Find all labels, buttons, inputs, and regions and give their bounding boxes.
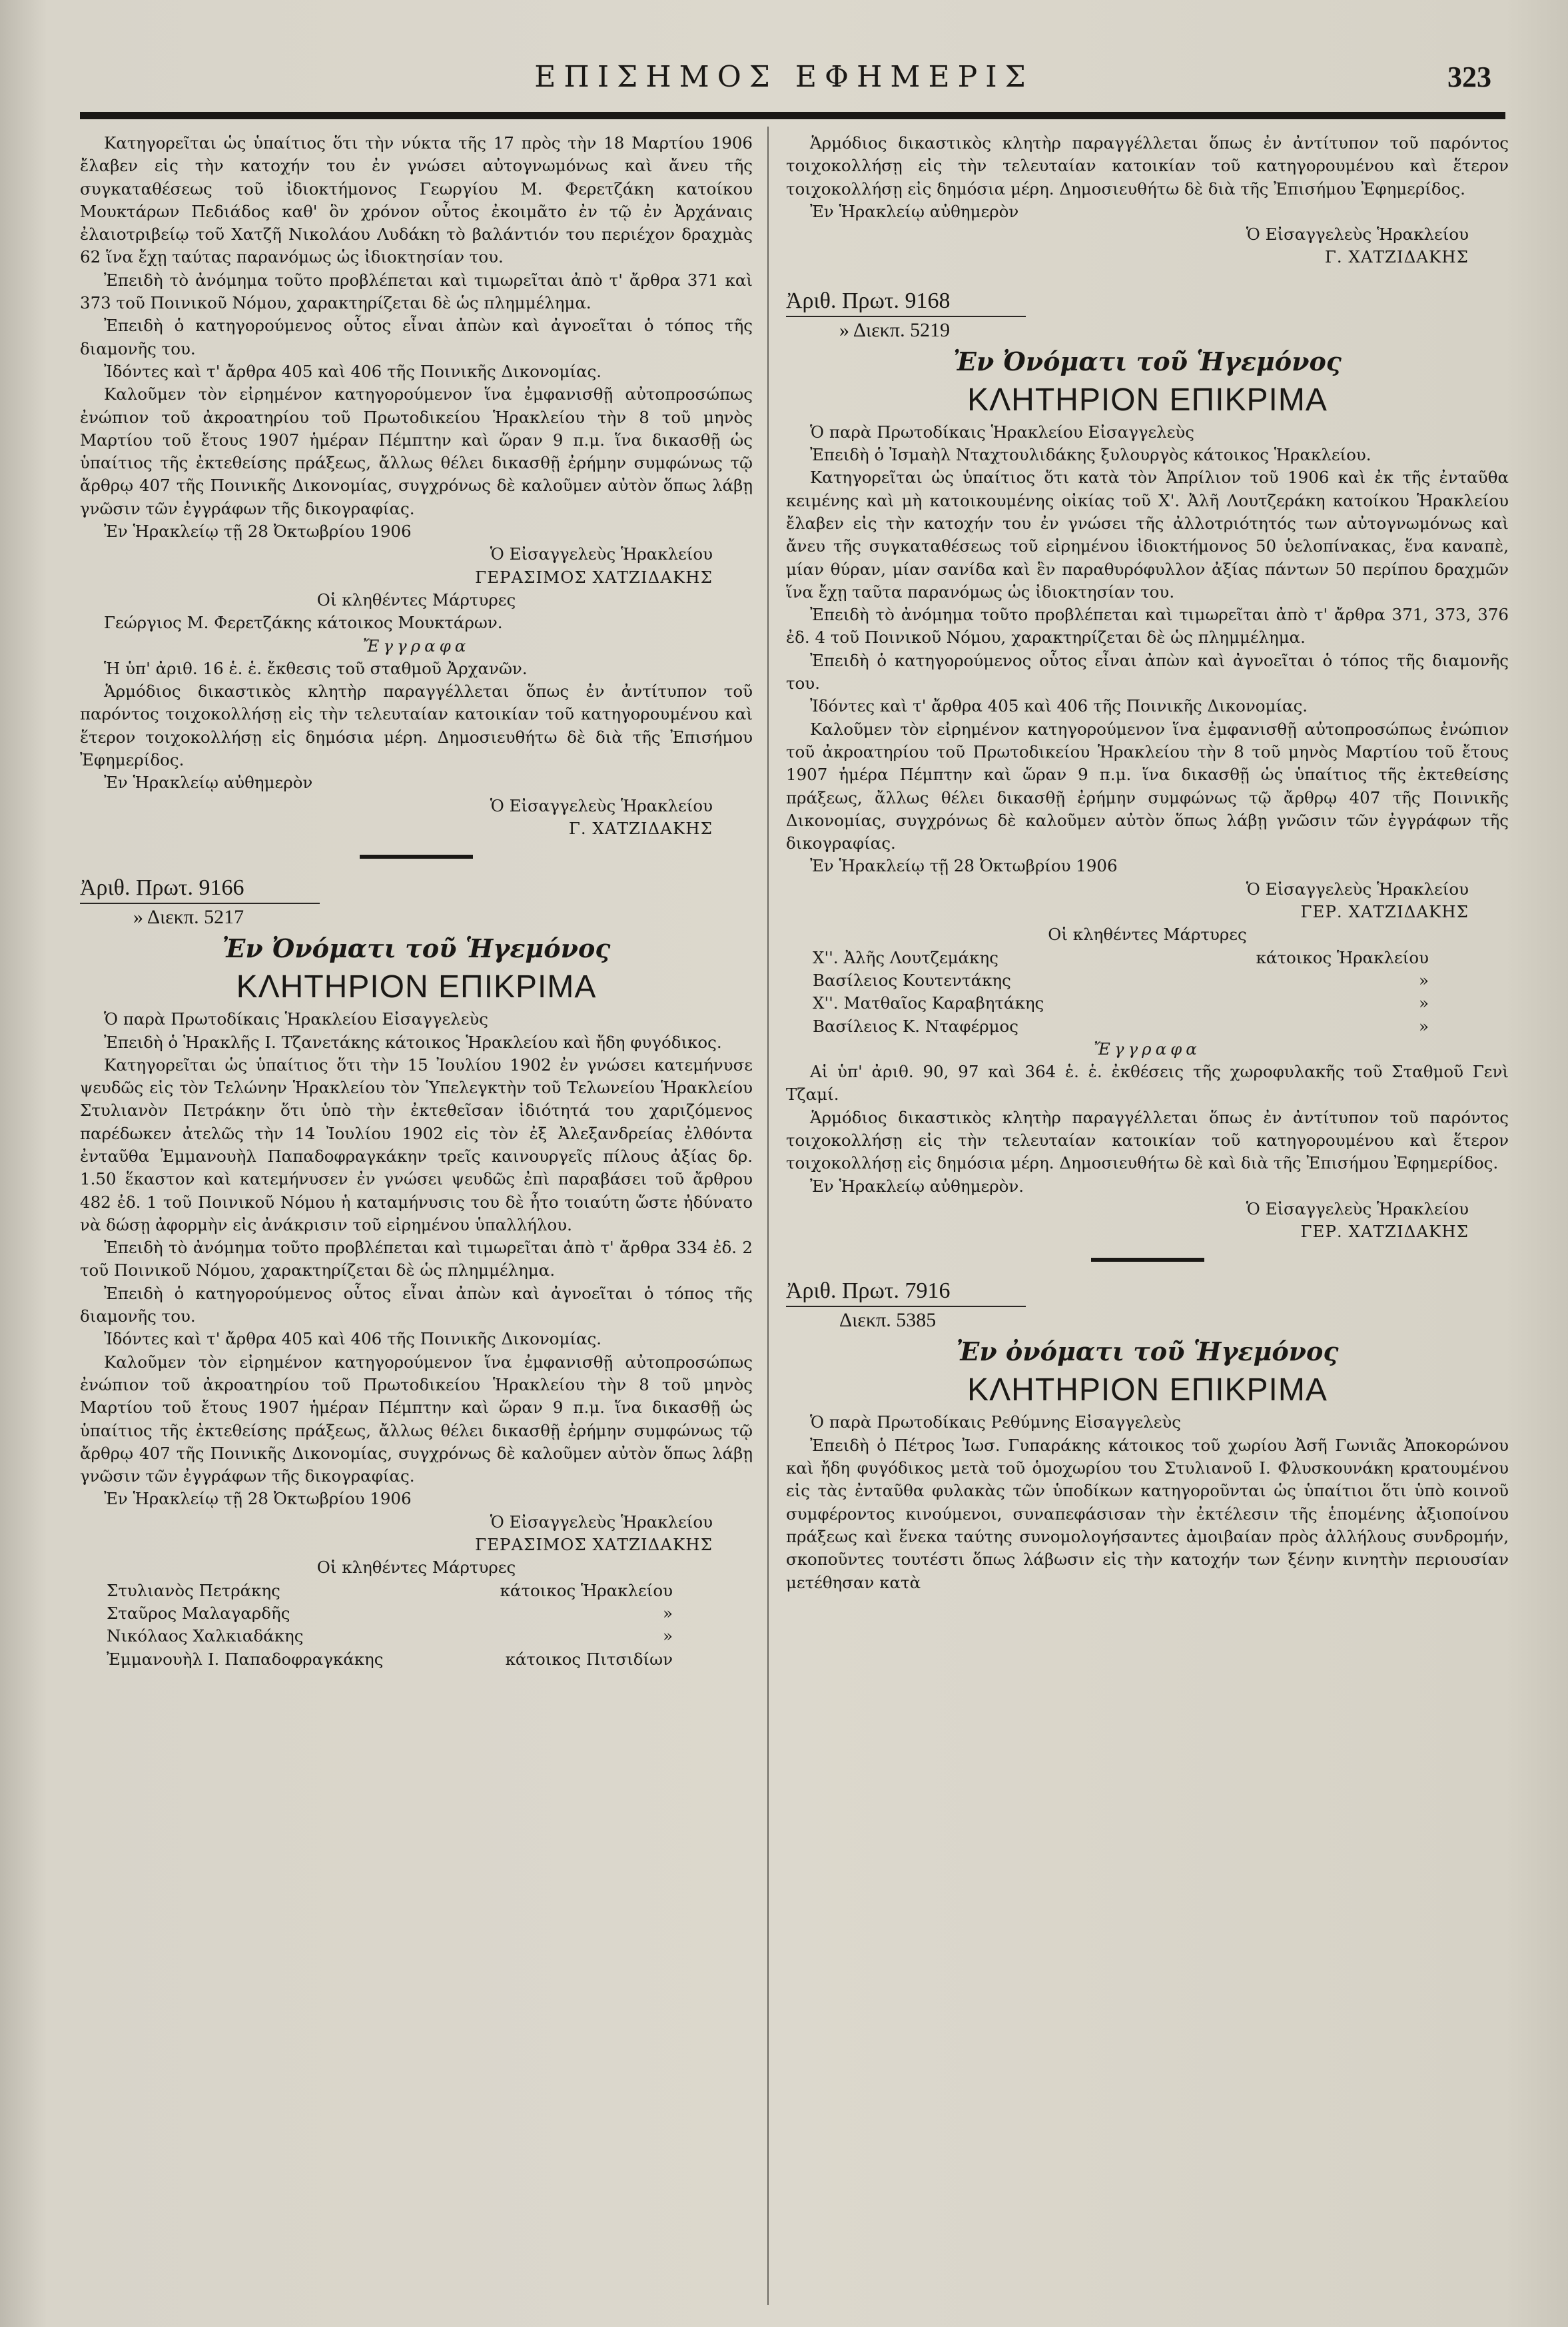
notice-2-paragraph: Καλοῦμεν τὸν εἰρημένον κατηγορούμενον ἵνα ἐμφανισθῇ αὐτοπροσώπως ἐνώπιον τοῦ ἀκροατηρίου τοῦ Πρωτοδικείου Ἡρακλείου τὴν 8 τοῦ μηνὸς Μαρτίου τοῦ ἔτους 1907 ἡμέραν Πέμπτην καὶ ὥραν 9 π.μ. ἵνα δικασθῇ ὡς ὑπαίτιος τῆς ἐκτεθείσης πράξεως, ἄλλως θέλει δικασθῇ ἐρήμην συμφώνως τῷ ἄρθρῳ 407 τῆς Ποινικῆς Δικονομίας, συγχρόνως δὲ καλοῦμεν αὐτὸν ὅπως λάβῃ γνῶσιν τῶν ἐγγράφων τῆς δικογραφίας. [80, 1352, 753, 1486]
notice-1-paragraph: Ἐπειδὴ τὸ ἀνόμημα τοῦτο προβλέπεται καὶ τιμωρεῖται ἀπὸ τ' ἄρθρα 371 καὶ 373 τοῦ Ποινικοῦ Νόμου, χαρακτηρίζεται δὲ ὡς πλημμέλημα. [80, 270, 753, 313]
notice-2-authority: Ὁ παρὰ Πρωτοδίκαις Ἡρακλείου Εἰσαγγελεὺς [104, 1009, 489, 1029]
notice-3-paragraph: Ἰδόντες καὶ τ' ἄρθρα 405 καὶ 406 τῆς Ποινικῆς Δικονομίας. [810, 696, 1308, 716]
witness-row [786, 1015, 1509, 1038]
notice-4 [786, 1276, 1509, 1594]
witness-row [786, 947, 1509, 969]
notice-2 [80, 873, 753, 1671]
notice-3-signer2-title: Ὁ Εἰσαγγελεὺς Ἡρακλείου [1246, 1198, 1469, 1218]
notice-2-paragraph: Ἐπειδὴ τὸ ἀνόμημα τοῦτο προβλέπεται καὶ τιμωρεῖται ἀπὸ τ' ἄρθρα 334 ἐδ. 2 τοῦ Ποινικοῦ Νόμου, χαρακτηρίζεται δὲ ὡς πλημμέλημα. [80, 1238, 753, 1280]
notice-3-date: Ἐν Ἡρακλείῳ τῇ 28 Ὀκτωβρίου 1906 [810, 856, 1118, 876]
witness-name: Νικόλαος Χαλκιαδάκης [107, 1626, 304, 1646]
notice-2-paragraph: Ἰδόντες καὶ τ' ἄρθρα 405 καὶ 406 τῆς Ποινικῆς Δικονομίας. [104, 1329, 602, 1349]
notice-3-title: ΚΛΗΤΗΡΙΟΝ ΕΠΙΚΡΙΜΑ [967, 382, 1328, 418]
witness-name: Χ''. Ἀλῆς Λουτζεμάκης [813, 947, 998, 967]
notice-top-continuation [786, 132, 1509, 269]
notice-1-paragraph: Κατηγορεῖται ὡς ὑπαίτιος ὅτι τὴν νύκτα τῆς 17 πρὸς τὴν 18 Μαρτίου 1906 ἔλαβεν εἰς τὴν κατοχήν του ἐν γνώσει αὐτογνωμόνως καὶ ἄνευ τῆς συγκαταθέσεως τοῦ ἰδιοκτήμονος Γεωργίου Μ. Φερετζάκη κατοίκου Μουκτάρων Πεδιάδος καθ' ὃν χρόνον οὗτος ἐκοιμᾶτο ἐν τῷ ἐν Ἀρχάναις ἐλαιοτριβείῳ τοῦ Χατζῆ Νικολάου Λυδάκη τὸ βαλάντιόν του περιέχον δραχμὰς 62 ἵνα ἔχῃ ταύτας παρανόμως ὡς ἰδιοκτησίαν του. [80, 133, 753, 267]
section-separator [1091, 1258, 1204, 1262]
witness-row [786, 992, 1509, 1015]
section-separator [360, 855, 473, 859]
witness-row [786, 969, 1509, 992]
notice-3-paragraph: Ἐπειδὴ ὁ Ἰσμαὴλ Νταχτουλιδάκης ξυλουργὸς κάτοικος Ἡρακλείου. [810, 445, 1372, 465]
witness-residence: » [663, 1603, 673, 1623]
column-divider [767, 127, 769, 2305]
notice-1-publication: Ἁρμόδιος δικαστικὸς κλητὴρ παραγγέλλεται ὅπως ἐν ἀντίτυπον τοῦ παρόντος τοιχοκολλήσῃ εἰς τὴν τελευταίαν κατοικίαν τοῦ κατηγορουμένου καὶ ἕτερον τοιχοκολλήσῃ εἰς δημόσια μέρη. Δημοσιευθήτω δὲ διὰ τῆς Ἐπισήμου Ἐφημερίδος. [80, 682, 753, 770]
notice-3-paragraph: Κατηγορεῖται ὡς ὑπαίτιος ὅτι κατὰ τὸν Ἀπρίλιον τοῦ 1906 καὶ ἐκ τῆς ἐνταῦθα κειμένης καὶ μὴ κατοικουμένης οἰκίας τοῦ Χ'. Ἀλῆ Λουτζεράκη κατοίκου Ἡρακλείου ἔλαβεν εἰς τὴν κατοχήν του ἐν γνώσει τῆς ἀλλοτριότητός των αὐτογνωμόνως καὶ ἄνευ τῆς συγκαταθέσεως τοῦ εἰρημένου ἰδιοκτήμονος 50 ὑελοπίνακας, ἕνα καναπὲ, μίαν θύραν, μίαν σανίδα καὶ ἓν παραθυρόφυλλον ἀξίας πάντων 50 περίπου δραχμῶν ἵνα ἔχῃ ταῦτα παρανόμως ὡς ἰδιοκτησίαν του. [786, 468, 1509, 602]
notice-3-signer2-name: ΓΕΡ. ΧΑΤΖΙΔΑΚΗΣ [1300, 1222, 1469, 1242]
notice-1-date: Ἐν Ἡρακλείῳ τῇ 28 Ὀκτωβρίου 1906 [104, 522, 412, 542]
notice-3-paragraph: Ἐπειδὴ τὸ ἀνόμημα τοῦτο προβλέπεται καὶ τιμωρεῖται ἀπὸ τ' ἄρθρα 371, 373, 376 ἐδ. 4 τοῦ Ποινικοῦ Νόμου, χαρακτηρίζεται δὲ ὡς πλημμέλημα. [786, 605, 1509, 648]
notice-2-date: Ἐν Ἡρακλείῳ τῇ 28 Ὀκτωβρίου 1906 [104, 1489, 412, 1509]
continuation-signer-title: Ὁ Εἰσαγγελεὺς Ἡρακλείου [1246, 225, 1469, 244]
witness-name: Σταῦρος Μαλαγαρδῆς [107, 1603, 290, 1623]
notice-1-witness: Γεώργιος Μ. Φερετζάκης κάτοικος Μουκτάρων. [104, 613, 503, 633]
continuation-publication: Ἁρμόδιος δικαστικὸς κλητὴρ παραγγέλλεται ὅπως ἐν ἀντίτυπον τοῦ παρόντος τοιχοκολλήσῃ εἰς τὴν τελευταίαν κατοικίαν τοῦ κατηγορουμένου καὶ ἕτερον τοιχοκολλήσῃ εἰς δημόσια μέρη. Δημοσιευθήτω δὲ διὰ τῆς Ἐπισήμου Ἐφημερίδος. [786, 133, 1509, 199]
notice-3-paragraph: Καλοῦμεν τὸν εἰρημένον κατηγορούμενον ἵνα ἐμφανισθῇ αὐτοπροσώπως ἐνώπιον τοῦ ἀκροατηρίου τοῦ Πρωτοδικείου Ἡρακλείου τὴν 8 τοῦ μηνὸς Μαρτίου τοῦ ἔτους 1907 ἡμέρα Πέμπτην καὶ ὥραν 9 π.μ. ἵνα δικασθῇ ὡς ὑπαίτιος τῆς ἐκτεθείσης πράξεως, ἄλλως θέλει δικασθῇ ἐρήμην συμφώνως τῷ ἄρθρῳ 407 τῆς Ποινικῆς Δικονομίας, συγχρόνως δὲ καλοῦμεν αὐτὸν ὅπως λάβῃ γνῶσιν τῶν ἐγγράφων τῆς δικογραφίας. [786, 719, 1509, 853]
witness-residence: κάτοικος Ἡρακλείου [1256, 947, 1429, 967]
witness-residence: » [1419, 1016, 1429, 1036]
page-number: 323 [1447, 61, 1491, 93]
notice-1-witnesses-heading: Οἱ κληθέντες Μάρτυρες [316, 590, 516, 610]
witness-residence: » [1419, 993, 1429, 1013]
notice-4-title: ΚΛΗΤΗΡΙΟΝ ΕΠΙΚΡΙΜΑ [967, 1372, 1328, 1408]
witness-residence: » [663, 1626, 673, 1646]
notice-3-documents-heading: Ἔγγραφα [1094, 1039, 1201, 1059]
notice-4-paragraph: Ἐπειδὴ ὁ Πέτρος Ἰωσ. Γυπαράκης κάτοικος τοῦ χωρίου Ἀσῆ Γωνιᾶς Ἀποκορώνου καὶ ἤδη φυγόδικος μετὰ τοῦ ὁμοχωρίου του Στυλιανοῦ Ι. Φλυσκουνάκη κρατουμένου εἰς τὰς ἐνταῦθα φυλακὰς τῶν ὑποδίκων κατηγοροῦνται ὡς ὑπαίτιοι ὅτι ὑπὸ κοινοῦ συμφέροντος κινούμενοι, συναπεφάσισαν τὴν ἐκτέλεσιν τῆς ἑπομένης ἀξιοποίνου πράξεως καὶ ἕνεκα ταύτης συνομολογήσαντες ἀμοιβαίαν πρὸς ἀλλήλους συνδρομήν, σκοποῦντες τουτέστι ὅπως λάβωσιν εἰς τὴν κατοχήν των ξένην κινητὴν περιουσίαν μετέθησαν κατὰ [786, 1435, 1509, 1592]
witness-name: Χ''. Ματθαῖος Καραβητάκης [813, 993, 1044, 1013]
page-header [0, 60, 1568, 107]
notice-1-signer-title: Ὁ Εἰσαγγελεὺς Ἡρακλείου [490, 544, 713, 564]
notice-3-protocol-number: Ἀριθ. Πρωτ. 9168 [786, 288, 951, 313]
notice-2-witnesses-heading: Οἱ κληθέντες Μάρτυρες [316, 1558, 516, 1578]
witness-residence: κάτοικος Πιτσιδίων [505, 1649, 673, 1669]
notice-1-paragraph: Ἐπειδὴ ὁ κατηγορούμενος οὗτος εἶναι ἀπὼν καὶ ἀγνοεῖται ὁ τόπος τῆς διαμονῆς του. [80, 316, 753, 358]
notice-3-authority: Ὁ παρὰ Πρωτοδίκαις Ἡρακλείου Εἰσαγγελεὺς [810, 422, 1195, 442]
notice-1-paragraph: Καλοῦμεν τὸν εἰρημένον κατηγορούμενον ἵνα ἐμφανισθῇ αὐτοπροσώπως ἐνώπιον τοῦ ἀκροατηρίου τοῦ Πρωτοδικείου Ἡρακλείου τὴν 8 τοῦ μηνὸς Μαρτίου τοῦ ἔτους 1907 ἡμέραν Πέμπτην καὶ ὥραν 9 π.μ. ἵνα δικασθῇ ὡς ὑπαίτιος τῆς ἐκτεθείσης πράξεως, ἄλλως θέλει δικασθῇ ἐρήμην συμφώνως τῷ ἄρθρῳ 407 τῆς Ποινικῆς Δικονομίας, συγχρόνως δὲ καλοῦμεν αὐτὸν ὅπως λάβῃ γνῶσιν τῶν ἐγγράφων τῆς δικογραφίας. [80, 384, 753, 518]
notice-1-signer2-title: Ὁ Εἰσαγγελεὺς Ἡρακλείου [490, 795, 713, 815]
notice-1-paragraph: Ἰδόντες καὶ τ' ἄρθρα 405 καὶ 406 τῆς Ποινικῆς Δικονομίας. [104, 361, 602, 381]
witness-name: Βασίλειος Κουτεντάκης [813, 970, 1011, 990]
notice-1-documents-heading: Ἔγγραφα [362, 636, 470, 656]
witness-row [80, 1648, 753, 1671]
notice-1 [80, 132, 753, 840]
notice-2-dispatch-number: » Διεκπ. 5217 [133, 906, 244, 929]
witness-row [80, 1602, 753, 1625]
notice-4-heading: Ἐν ὀνόματι τοῦ Ἡγεμόνος [956, 1336, 1339, 1367]
continuation-signer-name: Γ. ΧΑΤΖΙΔΑΚΗΣ [1324, 247, 1469, 267]
notice-2-signer-title: Ὁ Εἰσαγγελεὺς Ἡρακλείου [490, 1512, 713, 1532]
header-rule [80, 112, 1505, 119]
notice-3-signer-title: Ὁ Εἰσαγγελεὺς Ἡρακλείου [1246, 879, 1469, 899]
notice-3-place: Ἐν Ἡρακλείῳ αὐθημερὸν. [810, 1176, 1024, 1196]
notice-1-document: Ἡ ὑπ' ἀριθ. 16 ἑ. ἑ. ἔκθεσις τοῦ σταθμοῦ Ἀρχανῶν. [104, 658, 528, 678]
notice-3-document: Αἱ ὑπ' ἀριθ. 90, 97 καὶ 364 ἑ. ἑ. ἐκθέσεις τῆς χωροφυλακῆς τοῦ Σταθμοῦ Γενὶ Τζαμί. [786, 1062, 1509, 1105]
notice-3-witnesses-heading: Οἱ κληθέντες Μάρτυρες [1048, 925, 1247, 945]
notice-3-publication: Ἁρμόδιος δικαστικὸς κλητὴρ παραγγέλλεται ὅπως ἐν ἀντίτυπον τοῦ παρόντος τοιχοκολλήσῃ εἰς τὴν τελευταίαν κατοικίαν τοῦ κατηγορουμένου καὶ ἕτερον τοιχοκολλήσῃ εἰς δημόσια μέρη. Δημοσιευθήτω δὲ καὶ διὰ τῆς Ἐπισήμου Ἐφημερίδος. [786, 1107, 1509, 1173]
witness-name: Βασίλειος Κ. Νταφέρμος [813, 1016, 1019, 1036]
continuation-place: Ἐν Ἡρακλείῳ αὐθημερὸν [810, 201, 1019, 221]
notice-3-dispatch-number: » Διεκπ. 5219 [839, 318, 951, 341]
notice-2-paragraph: Ἐπειδὴ ὁ κατηγορούμενος οὗτος εἶναι ἀπὼν καὶ ἀγνοεῖται ὁ τόπος τῆς διαμονῆς του. [80, 1283, 753, 1326]
notice-3-paragraph: Ἐπειδὴ ὁ κατηγορούμενος οὗτος εἶναι ἀπὼν καὶ ἀγνοεῖται ὁ τόπος τῆς διαμονῆς του. [786, 650, 1509, 694]
notice-3-signer-name: ΓΕΡ. ΧΑΤΖΙΔΑΚΗΣ [1300, 902, 1469, 922]
witness-residence: » [1419, 970, 1429, 990]
notice-2-signer-name: ΓΕΡΑΣΙΜΟΣ ΧΑΤΖΙΔΑΚΗΣ [475, 1535, 713, 1555]
witness-name: Στυλιανὸς Πετράκης [107, 1580, 280, 1600]
notice-1-place: Ἐν Ἡρακλείῳ αὐθημερὸν [104, 773, 313, 793]
notice-2-paragraph: Κατηγορεῖται ὡς ὑπαίτιος ὅτι τὴν 15 Ἰουλίου 1902 ἐν γνώσει κατεμήνυσε ψευδῶς εἰς τὸν Τελώνην Ἡρακλείου τὸν Ὑπελεγκτὴν τοῦ Τελωνείου Ἡρακλείου Στυλιανὸν Πετράκην ὅτι ὑπὸ τὴν ἐκτεθεῖσαν ἰδιότητά του χαριζόμενος παρέδωκεν ἀτελῶς τὴν 14 Ἰουλίου 1902 εἰς τὸν ἐξ Ἀλεξανδρείας ἐλθόντα ἐνταῦθα Ἐμμανουὴλ Παπαδοφραγκάκην τρεῖς καινουργεῖς πίλους ἀξίας δρ. 1.50 ἕκαστον καὶ κατεμήνυσεν ἐν γνώσει ψευδῶς ἐπὶ παραβάσει τοῦ ἄρθρου 482 ἐδ. 1 τοῦ Ποινικοῦ Νόμου ἡ καταμήνυσις του δὲ ἦτο τοιαύτη ὥστε ἠδύνατο νὰ δώσῃ ἀφορμὴν εἰς ἀνάκρισιν τοῦ εἰρημένου ὑπαλλήλου. [80, 1055, 753, 1234]
notice-2-paragraph: Ἐπειδὴ ὁ Ἡρακλῆς Ι. Τζανετάκης κάτοικος Ἡρακλείου καὶ ἤδη φυγόδικος. [104, 1032, 722, 1052]
witness-row [80, 1625, 753, 1647]
notice-4-dispatch-number: Διεκπ. 5385 [839, 1309, 937, 1332]
notice-3 [786, 286, 1509, 1244]
witness-row [80, 1580, 753, 1602]
notice-3-heading: Ἐν Ὀνόματι τοῦ Ἡγεμόνος [953, 346, 1342, 376]
newspaper-title: ΕΠΙΣΗΜΟΣ ΕΦΗΜΕΡΙΣ [534, 60, 1034, 94]
notice-2-title: ΚΛΗΤΗΡΙΟΝ ΕΠΙΚΡΙΜΑ [236, 969, 597, 1005]
left-column [80, 132, 753, 2287]
notice-4-authority: Ὁ παρὰ Πρωτοδίκαις Ρεθύμνης Εἰσαγγελεὺς [810, 1412, 1182, 1432]
notice-4-protocol-number: Ἀριθ. Πρωτ. 7916 [786, 1278, 951, 1304]
witness-residence: κάτοικος Ἡρακλείου [500, 1580, 673, 1600]
notice-2-heading: Ἐν Ὀνόματι τοῦ Ἡγεμόνος [222, 933, 611, 964]
right-column [786, 132, 1509, 2287]
notice-1-signer2-name: Γ. ΧΑΤΖΙΔΑΚΗΣ [568, 818, 713, 838]
witness-name: Ἐμμανουὴλ Ι. Παπαδοφραγκάκης [107, 1649, 384, 1669]
notice-2-protocol-number: Ἀριθ. Πρωτ. 9166 [80, 875, 244, 901]
notice-1-signer-name: ΓΕΡΑΣΙΜΟΣ ΧΑΤΖΙΔΑΚΗΣ [475, 567, 713, 587]
